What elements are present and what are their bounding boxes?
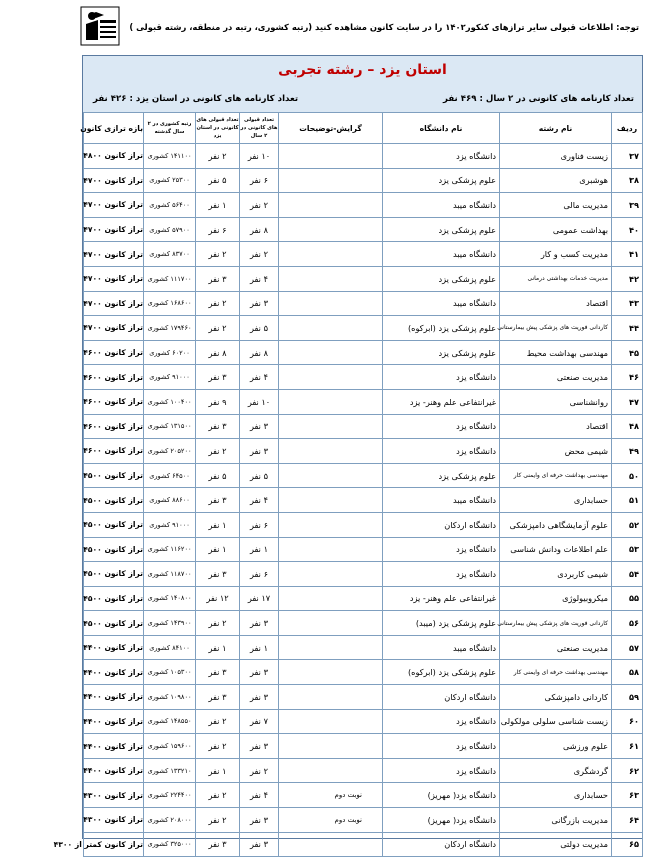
note-cell — [279, 586, 383, 611]
major-name: کاردانی دامپزشکی — [500, 685, 612, 710]
score-band: تراز کانون ۴۸۰۰ — [84, 144, 144, 169]
note-cell — [279, 291, 383, 316]
note-cell — [279, 217, 383, 242]
major-name: مدیریت کسب و کار — [500, 242, 612, 267]
table-header-row — [84, 113, 643, 144]
col-accepted-province: تعداد قبولی های کانونی در استان یزد — [196, 113, 240, 144]
table-row — [84, 389, 643, 414]
row-number: ۳۹ — [612, 193, 643, 218]
note-cell — [279, 512, 383, 537]
national-rank: ۳۲۵۰۰۰ کشوری — [144, 832, 196, 857]
row-number: ۵۲ — [612, 512, 643, 537]
accepted-province: ۲ نفر — [196, 611, 240, 636]
accepted-province: ۵ نفر — [196, 168, 240, 193]
col-note: گرایش-توضیحات — [279, 113, 383, 144]
note-cell — [279, 414, 383, 439]
accepted-province: ۳ نفر — [196, 414, 240, 439]
major-name: حسابداری — [500, 488, 612, 513]
university-name: دانشگاه میبد — [383, 291, 500, 316]
accepted-kanoon: ۸ نفر — [240, 217, 279, 242]
score-band: تراز کانون ۴۶۰۰ — [84, 439, 144, 464]
national-rank: ۱۴۸۵۵۰ کشوری — [144, 709, 196, 734]
row-number: ۵۷ — [612, 635, 643, 660]
score-band: تراز کانون ۴۵۰۰ — [84, 586, 144, 611]
university-name: دانشگاه یزد — [383, 439, 500, 464]
university-name: علوم پزشکی یزد (میبد) — [383, 611, 500, 636]
col-university: نام دانشگاه — [383, 113, 500, 144]
university-name: دانشگاه یزد — [383, 562, 500, 587]
accepted-kanoon: ۶ نفر — [240, 512, 279, 537]
note-cell — [279, 168, 383, 193]
note-cell — [279, 832, 383, 857]
accepted-province: ۸ نفر — [196, 340, 240, 365]
table-row — [84, 512, 643, 537]
row-number: ۵۳ — [612, 537, 643, 562]
accepted-kanoon: ۳ نفر — [240, 291, 279, 316]
note-cell — [279, 389, 383, 414]
university-name: دانشگاه میبد — [383, 193, 500, 218]
accepted-kanoon: ۲ نفر — [240, 758, 279, 783]
accepted-province: ۵ نفر — [196, 463, 240, 488]
note-cell — [279, 709, 383, 734]
table-row — [84, 832, 643, 857]
results-sheet — [53, 55, 643, 850]
major-name: بهداشت عمومی — [500, 217, 612, 242]
accepted-province: ۲ نفر — [196, 291, 240, 316]
accepted-kanoon: ۱۰ نفر — [240, 144, 279, 169]
score-band: تراز کانون ۴۵۰۰ — [84, 488, 144, 513]
major-name: زیست شناسی سلولی مولکولی — [500, 709, 612, 734]
row-number: ۳۷ — [612, 144, 643, 169]
note-cell — [279, 340, 383, 365]
major-name: میکروبیولوژی — [500, 586, 612, 611]
note-cell — [279, 316, 383, 341]
row-number: ۵۵ — [612, 586, 643, 611]
row-number: ۴۰ — [612, 217, 643, 242]
major-name: علم اطلاعات ودانش شناسی — [500, 537, 612, 562]
row-number: ۴۴ — [612, 316, 643, 341]
accepted-province: ۳ نفر — [196, 266, 240, 291]
accepted-province: ۱ نفر — [196, 193, 240, 218]
row-number: ۵۸ — [612, 660, 643, 685]
accepted-kanoon: ۴ نفر — [240, 266, 279, 291]
national-rank: ۱۴۰۸۰۰ کشوری — [144, 586, 196, 611]
accepted-kanoon: ۴ نفر — [240, 783, 279, 808]
table-row — [84, 635, 643, 660]
national-rank: ۱۱۱۷۰۰ کشوری — [144, 266, 196, 291]
major-name: زیست فناوری — [500, 144, 612, 169]
note-cell: نوبت دوم — [279, 808, 383, 833]
count-two-years: تعداد کارنامه های کانونی در ۲ سال : ۴۶۹ نفر — [443, 94, 634, 104]
accepted-kanoon: ۱۰ نفر — [240, 389, 279, 414]
university-name: دانشگاه یزد — [383, 365, 500, 390]
results-table — [53, 112, 643, 857]
accepted-kanoon: ۸ نفر — [240, 340, 279, 365]
score-band: تراز کانون ۴۷۰۰ — [84, 316, 144, 341]
university-name: دانشگاه یزد( مهریز) — [383, 783, 500, 808]
accepted-kanoon: ۱ نفر — [240, 635, 279, 660]
score-band: تراز کانون ۴۶۰۰ — [84, 340, 144, 365]
notice-text: توجه: اطلاعات قبولی سایر ترازهای کنکور۱۴۰۲ را در سایت کانون مشاهده کنید (رتبه کشوری، رتبه در منطقه، رشته قبولی ) — [129, 22, 639, 32]
national-rank: ۶۴۵۰۰ کشوری — [144, 463, 196, 488]
accepted-kanoon: ۵ نفر — [240, 316, 279, 341]
accepted-province: ۱۲ نفر — [196, 586, 240, 611]
table-row — [84, 291, 643, 316]
row-number: ۵۶ — [612, 611, 643, 636]
accepted-kanoon: ۳ نفر — [240, 685, 279, 710]
university-name: علوم پزشکی یزد — [383, 168, 500, 193]
national-rank: ۱۳۳۲۱۰ کشوری — [144, 758, 196, 783]
university-name: علوم پزشکی یزد — [383, 340, 500, 365]
national-rank: ۱۷۹۴۶۰ کشوری — [144, 316, 196, 341]
major-name: مهندسی بهداشت حرفه ای وایمنی کار — [500, 660, 612, 685]
score-band: تراز کانون ۴۷۰۰ — [84, 193, 144, 218]
row-number: ۶۴ — [612, 808, 643, 833]
national-rank: ۵۷۹۰۰ کشوری — [144, 217, 196, 242]
national-rank: ۲۰۸۰۰۰ کشوری — [144, 808, 196, 833]
major-name: مدیریت خدمات بهداشتی درمانی — [500, 266, 612, 291]
major-name: حسابداری — [500, 783, 612, 808]
accepted-province: ۱ نفر — [196, 512, 240, 537]
note-cell — [279, 365, 383, 390]
national-rank: ۱۴۳۹۰۰ کشوری — [144, 611, 196, 636]
national-rank: ۱۰۰۴۰۰ کشوری — [144, 389, 196, 414]
accepted-province: ۲ نفر — [196, 709, 240, 734]
score-band: تراز کانون ۴۵۰۰ — [84, 463, 144, 488]
col-band: بازه ترازی کانون — [84, 113, 144, 144]
col-major: نام رشته — [500, 113, 612, 144]
note-cell — [279, 635, 383, 660]
university-name: دانشگاه یزد — [383, 709, 500, 734]
major-name: کاردانی فوریت های پزشکی پیش بیمارستانی — [500, 611, 612, 636]
accepted-kanoon: ۳ نفر — [240, 808, 279, 833]
accepted-province: ۱ نفر — [196, 635, 240, 660]
accepted-province: ۳ نفر — [196, 660, 240, 685]
university-name: غیرانتفاعی علم وهنر- یزد — [383, 586, 500, 611]
note-cell — [279, 266, 383, 291]
row-number: ۴۹ — [612, 439, 643, 464]
accepted-kanoon: ۳ نفر — [240, 832, 279, 857]
major-name: مدیریت دولتی — [500, 832, 612, 857]
accepted-kanoon: ۵ نفر — [240, 463, 279, 488]
national-rank: ۱۴۱۱۰۰ کشوری — [144, 144, 196, 169]
major-name: روانشناسی — [500, 389, 612, 414]
score-band: تراز کانون کمتر از ۴۳۰۰ — [84, 832, 144, 857]
row-number: ۴۸ — [612, 414, 643, 439]
major-name: مدیریت صنعتی — [500, 365, 612, 390]
score-band: تراز کانون ۴۴۰۰ — [84, 635, 144, 660]
col-row: ردیف — [612, 113, 643, 144]
table-row — [84, 144, 643, 169]
score-band: تراز کانون ۴۵۰۰ — [84, 611, 144, 636]
table-row — [84, 537, 643, 562]
accepted-province: ۱ نفر — [196, 537, 240, 562]
accepted-province: ۶ نفر — [196, 217, 240, 242]
accepted-province: ۳ نفر — [196, 562, 240, 587]
row-number: ۴۲ — [612, 266, 643, 291]
table-row — [84, 340, 643, 365]
note-cell — [279, 242, 383, 267]
national-rank: ۸۳۷۰۰ کشوری — [144, 242, 196, 267]
table-row — [84, 685, 643, 710]
note-cell — [279, 562, 383, 587]
university-name: علوم پزشکی یزد (ابرکوه) — [383, 660, 500, 685]
row-number: ۴۳ — [612, 291, 643, 316]
accepted-province: ۲ نفر — [196, 439, 240, 464]
table-row — [84, 463, 643, 488]
table-row — [84, 316, 643, 341]
accepted-kanoon: ۳ نفر — [240, 734, 279, 759]
note-cell — [279, 758, 383, 783]
university-name: دانشگاه اردکان — [383, 685, 500, 710]
national-rank: ۱۱۸۷۰۰ کشوری — [144, 562, 196, 587]
score-band: تراز کانون ۴۷۰۰ — [84, 168, 144, 193]
note-cell — [279, 193, 383, 218]
university-name: دانشگاه اردکان — [383, 512, 500, 537]
province-header — [83, 56, 642, 113]
note-cell — [279, 685, 383, 710]
table-row — [84, 660, 643, 685]
table-row — [84, 734, 643, 759]
national-rank: ۶۰۲۰۰ کشوری — [144, 340, 196, 365]
university-name: غیرانتفاعی علم وهنر- یزد — [383, 389, 500, 414]
table-row — [84, 217, 643, 242]
table-row — [84, 439, 643, 464]
table-row — [84, 488, 643, 513]
row-number: ۴۷ — [612, 389, 643, 414]
accepted-province: ۲ نفر — [196, 783, 240, 808]
national-rank: ۲۲۴۴۰۰ کشوری — [144, 783, 196, 808]
page-title: استان یزد – رشته تجربی — [278, 62, 447, 78]
note-cell — [279, 439, 383, 464]
score-band: تراز کانون ۴۶۰۰ — [84, 365, 144, 390]
national-rank: ۲۵۳۰۰ کشوری — [144, 168, 196, 193]
row-number: ۶۲ — [612, 758, 643, 783]
score-band: تراز کانون ۴۴۰۰ — [84, 734, 144, 759]
major-name: هوشبری — [500, 168, 612, 193]
university-name: علوم پزشکی یزد — [383, 463, 500, 488]
col-rank: رتبه کشوری در ۲ سال گذشته — [144, 113, 196, 144]
national-rank: ۱۰۹۸۰۰ کشوری — [144, 685, 196, 710]
university-name: علوم پزشکی یزد — [383, 217, 500, 242]
accepted-kanoon: ۳ نفر — [240, 660, 279, 685]
note-cell — [279, 660, 383, 685]
row-number: ۵۰ — [612, 463, 643, 488]
score-band: تراز کانون ۴۵۰۰ — [84, 562, 144, 587]
count-province: تعداد کارنامه های کانونی در استان یزد : ۴۲۶ نفر — [93, 94, 299, 104]
table-row — [84, 758, 643, 783]
row-number: ۶۵ — [612, 832, 643, 857]
table-row — [84, 365, 643, 390]
accepted-kanoon: ۶ نفر — [240, 168, 279, 193]
accepted-province: ۲ نفر — [196, 734, 240, 759]
score-band: تراز کانون ۴۷۰۰ — [84, 266, 144, 291]
accepted-kanoon: ۳ نفر — [240, 439, 279, 464]
major-name: مدیریت بازرگانی — [500, 808, 612, 833]
major-name: اقتصاد — [500, 414, 612, 439]
row-number: ۵۹ — [612, 685, 643, 710]
table-row — [84, 808, 643, 833]
accepted-kanoon: ۶ نفر — [240, 562, 279, 587]
score-band: تراز کانون ۴۷۰۰ — [84, 291, 144, 316]
note-cell — [279, 734, 383, 759]
table-row — [84, 266, 643, 291]
accepted-kanoon: ۲ نفر — [240, 193, 279, 218]
accepted-kanoon: ۱ نفر — [240, 537, 279, 562]
accepted-province: ۲ نفر — [196, 144, 240, 169]
major-name: شیمی کاربردی — [500, 562, 612, 587]
major-name: کاردانی فوریت های پزشکی پیش بیمارستانی — [500, 316, 612, 341]
row-number: ۴۶ — [612, 365, 643, 390]
score-band: تراز کانون ۴۶۰۰ — [84, 389, 144, 414]
major-name: علوم ورزشی — [500, 734, 612, 759]
major-name: شیمی محض — [500, 439, 612, 464]
major-name: مهندسی بهداشت حرفه ای وایمنی کار — [500, 463, 612, 488]
university-name: دانشگاه اردکان — [383, 832, 500, 857]
accepted-province: ۲ نفر — [196, 242, 240, 267]
accepted-province: ۳ نفر — [196, 685, 240, 710]
note-cell — [279, 144, 383, 169]
row-number: ۶۱ — [612, 734, 643, 759]
national-rank: ۸۸۶۰۰ کشوری — [144, 488, 196, 513]
table-row — [84, 193, 643, 218]
national-rank: ۱۶۸۶۰۰ کشوری — [144, 291, 196, 316]
accepted-province: ۳ نفر — [196, 488, 240, 513]
accepted-kanoon: ۳ نفر — [240, 414, 279, 439]
university-name: دانشگاه یزد — [383, 537, 500, 562]
note-cell — [279, 537, 383, 562]
national-rank: ۸۴۱۰۰ کشوری — [144, 635, 196, 660]
national-rank: ۹۱۰۰۰ کشوری — [144, 365, 196, 390]
major-name: مهندسی بهداشت محیط — [500, 340, 612, 365]
note-cell: نوبت دوم — [279, 783, 383, 808]
row-number: ۳۸ — [612, 168, 643, 193]
major-name: مدیریت صنعتی — [500, 635, 612, 660]
score-band: تراز کانون ۴۴۰۰ — [84, 758, 144, 783]
table-row — [84, 783, 643, 808]
major-name: گردشگری — [500, 758, 612, 783]
score-band: تراز کانون ۴۴۰۰ — [84, 685, 144, 710]
university-name: علوم پزشکی یزد — [383, 266, 500, 291]
accepted-province: ۹ نفر — [196, 389, 240, 414]
accepted-kanoon: ۴ نفر — [240, 488, 279, 513]
national-rank: ۹۱۰۰۰ کشوری — [144, 512, 196, 537]
table-row — [84, 611, 643, 636]
university-name: دانشگاه میبد — [383, 488, 500, 513]
accepted-kanoon: ۳ نفر — [240, 611, 279, 636]
major-name: اقتصاد — [500, 291, 612, 316]
score-band: تراز کانون ۴۳۰۰ — [84, 783, 144, 808]
col-accepted-kanoon: تعداد قبولی های کانونی در ۲ سال — [240, 113, 279, 144]
score-band: تراز کانون ۴۷۰۰ — [84, 217, 144, 242]
kanoon-logo-icon — [80, 6, 120, 46]
national-rank: ۵۶۴۰۰ کشوری — [144, 193, 196, 218]
university-name: دانشگاه یزد( مهریز) — [383, 808, 500, 833]
national-rank: ۱۰۵۳۰۰ کشوری — [144, 660, 196, 685]
score-band: تراز کانون ۴۵۰۰ — [84, 512, 144, 537]
national-rank: ۲۰۵۲۰۰ کشوری — [144, 439, 196, 464]
top-banner — [0, 0, 647, 50]
major-name: مدیریت مالی — [500, 193, 612, 218]
university-name: دانشگاه یزد — [383, 734, 500, 759]
row-number: ۴۱ — [612, 242, 643, 267]
accepted-province: ۲ نفر — [196, 316, 240, 341]
accepted-kanoon: ۲ نفر — [240, 242, 279, 267]
university-name: دانشگاه میبد — [383, 635, 500, 660]
table-row — [84, 242, 643, 267]
row-number: ۶۰ — [612, 709, 643, 734]
university-name: دانشگاه یزد — [383, 144, 500, 169]
national-rank: ۱۱۶۲۰۰ کشوری — [144, 537, 196, 562]
table-row — [84, 414, 643, 439]
note-cell — [279, 463, 383, 488]
table-row — [84, 562, 643, 587]
row-number: ۶۳ — [612, 783, 643, 808]
accepted-province: ۱ نفر — [196, 758, 240, 783]
table-row — [84, 709, 643, 734]
university-name: دانشگاه میبد — [383, 242, 500, 267]
score-band: تراز کانون ۴۳۰۰ — [84, 808, 144, 833]
note-cell — [279, 611, 383, 636]
university-name: دانشگاه یزد — [383, 414, 500, 439]
table-row — [84, 168, 643, 193]
score-band: تراز کانون ۴۷۰۰ — [84, 242, 144, 267]
major-name: علوم آزمایشگاهی دامپزشکی — [500, 512, 612, 537]
university-name: دانشگاه یزد — [383, 758, 500, 783]
national-rank: ۱۳۱۵۰۰ کشوری — [144, 414, 196, 439]
accepted-province: ۲ نفر — [196, 808, 240, 833]
score-band: تراز کانون ۴۵۰۰ — [84, 537, 144, 562]
university-name: علوم پزشکی یزد (ابرکوه) — [383, 316, 500, 341]
accepted-kanoon: ۴ نفر — [240, 365, 279, 390]
row-number: ۵۴ — [612, 562, 643, 587]
note-cell — [279, 488, 383, 513]
score-band: تراز کانون ۴۴۰۰ — [84, 709, 144, 734]
accepted-province: ۳ نفر — [196, 365, 240, 390]
accepted-kanoon: ۱۷ نفر — [240, 586, 279, 611]
accepted-kanoon: ۷ نفر — [240, 709, 279, 734]
accepted-province: ۳ نفر — [196, 832, 240, 857]
row-number: ۴۵ — [612, 340, 643, 365]
row-number: ۵۱ — [612, 488, 643, 513]
table-body — [53, 144, 643, 857]
table-row — [84, 586, 643, 611]
score-band: تراز کانون ۴۶۰۰ — [84, 414, 144, 439]
score-band: تراز کانون ۴۴۰۰ — [84, 660, 144, 685]
national-rank: ۱۵۹۶۰۰ کشوری — [144, 734, 196, 759]
